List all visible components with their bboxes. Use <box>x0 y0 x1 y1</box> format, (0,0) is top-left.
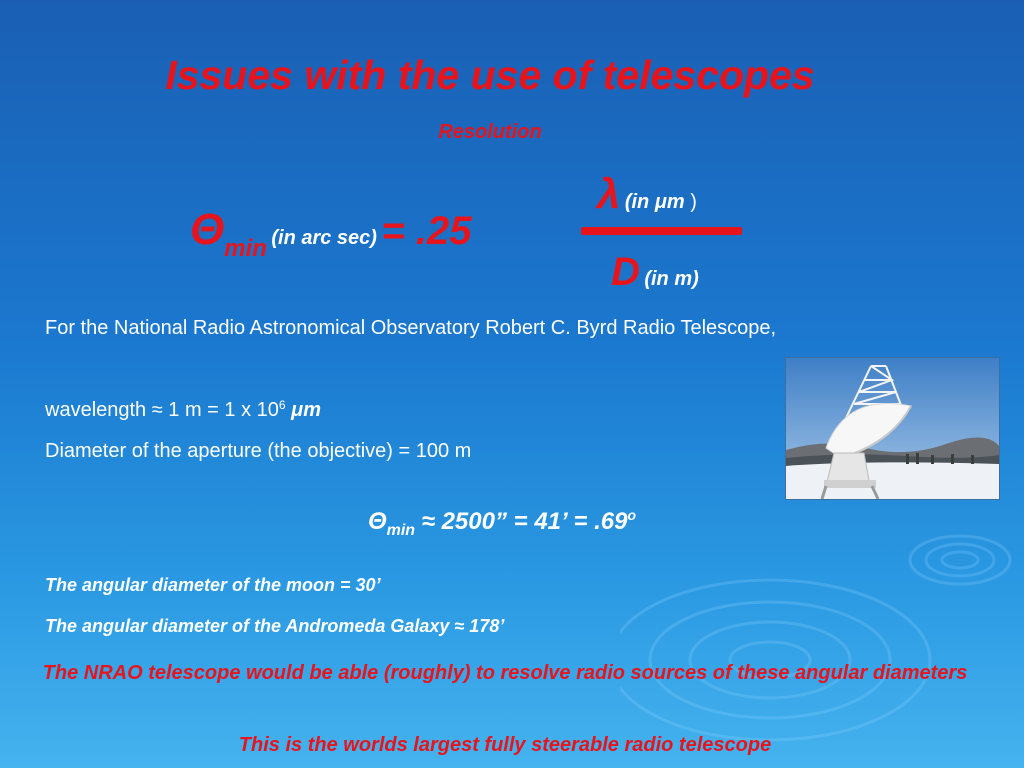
lambda-unit-open: (in <box>624 191 655 213</box>
lambda-unit <box>625 191 697 213</box>
diameter-symbol: D <box>611 250 640 294</box>
theta-symbol: Θ <box>190 205 225 254</box>
result-theta-symbol: Θ <box>367 508 387 535</box>
result-value: ≈ 2500” = 41’ = .69 <box>415 508 628 535</box>
lambda-symbol: λ <box>597 170 621 217</box>
ripple-decoration <box>620 500 1024 768</box>
conclusion-text: The NRAO telescope would be able (roughly) to resolve radio sources of these angular diameters <box>42 662 968 684</box>
footer-note: This is the worlds largest fully steerable radio telescope <box>238 734 772 756</box>
lambda-unit-micrometer: μm <box>654 191 685 213</box>
formula-numerator <box>597 170 697 218</box>
wavelength-line <box>45 392 321 424</box>
fraction-bar <box>581 227 742 235</box>
result-formula <box>0 507 1004 540</box>
wavelength-exponent: 6 <box>278 398 286 412</box>
aperture-diameter-line: Diameter of the aperture (the objective) = 100 m <box>45 440 472 462</box>
lambda-unit-close: ) <box>684 191 697 213</box>
formula-left-side <box>190 205 472 263</box>
telescope-photo <box>785 357 1000 500</box>
andromeda-angular-diameter: The angular diameter of the Andromeda Galaxy ≈ 178’ <box>45 616 505 636</box>
wavelength-prefix: wavelength ≈ 1 m = 1 x 10 <box>45 399 279 421</box>
arcsec-unit: (in arc sec) <box>271 227 377 249</box>
result-theta-subscript: min <box>386 522 416 539</box>
observatory-intro: For the National Radio Astronomical Observatory Robert C. Byrd Radio Telescope, <box>45 317 777 339</box>
wavelength-unit: μm <box>291 399 321 421</box>
formula-constant: = .25 <box>381 209 472 253</box>
formula-denominator <box>611 250 699 295</box>
result-degree-mark: o <box>627 507 637 523</box>
diameter-unit: (in m) <box>644 268 699 290</box>
slide-subtitle: Resolution <box>438 121 542 143</box>
slide-title: Issues with the use of telescopes <box>165 52 815 98</box>
theta-subscript-min: min <box>224 235 267 262</box>
moon-angular-diameter: The angular diameter of the moon = 30’ <box>45 575 381 595</box>
